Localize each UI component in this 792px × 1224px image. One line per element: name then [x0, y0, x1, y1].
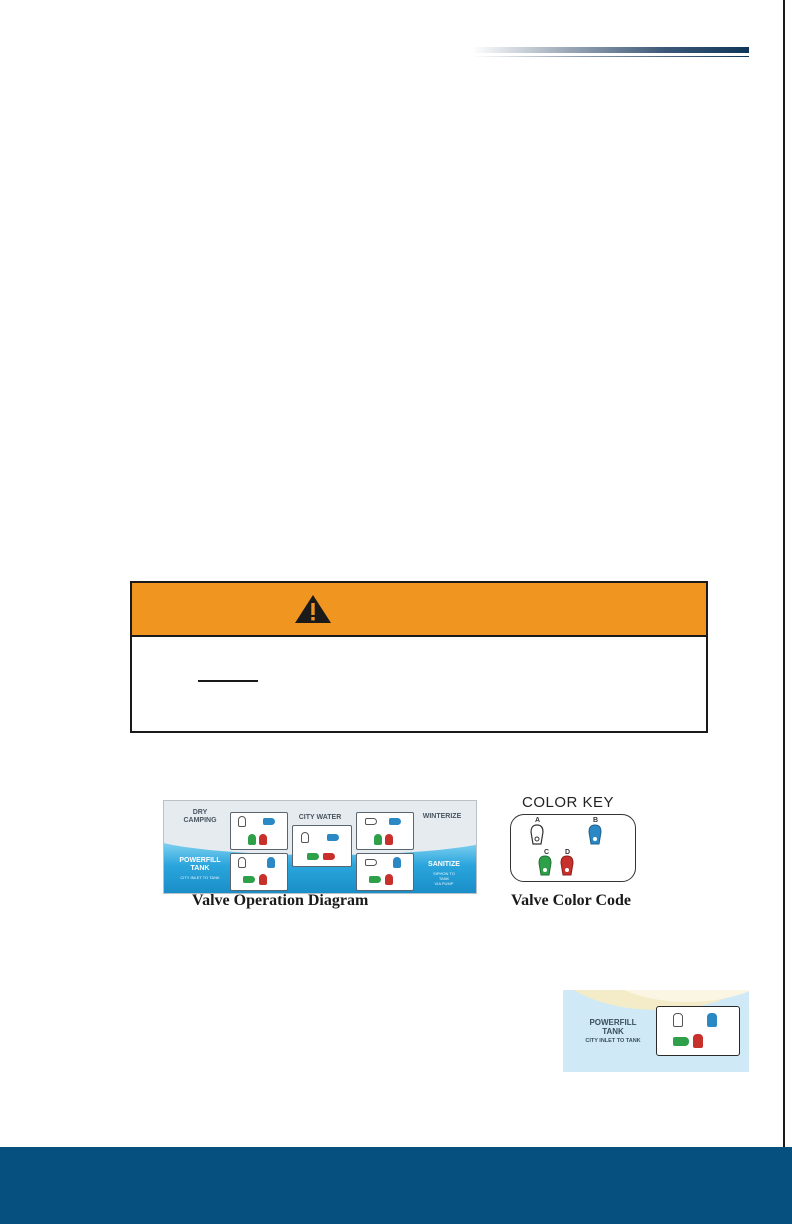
valve-d — [385, 834, 393, 845]
valve-c — [369, 876, 381, 883]
valve-b — [389, 818, 401, 825]
mode-label-powerfill: POWERFILL TANK — [179, 857, 221, 872]
valve-a — [238, 857, 246, 868]
valve-a — [238, 816, 246, 827]
mode-box-winterize — [356, 812, 414, 850]
mode-box-sanitize — [356, 853, 414, 891]
mode-label-dry-camping: DRY CAMPING — [183, 809, 217, 824]
valve-green-icon — [537, 855, 553, 877]
valve-d — [259, 834, 267, 845]
valve-d — [323, 853, 335, 860]
powerfill-sub-label: CITY INLET TO TANK — [585, 1038, 641, 1044]
mode-sub-sanitize: SIPHON TO TANK VIA PUMP — [433, 871, 455, 886]
valve-b — [707, 1013, 717, 1027]
valve-operation-diagram — [163, 800, 477, 894]
mode-label-sanitize: SANITIZE — [428, 861, 460, 868]
valve-a — [365, 818, 377, 825]
powerfill-label: POWERFILL TANK — [589, 1018, 637, 1036]
page-edge-line — [783, 0, 785, 1224]
valve-blue-icon — [587, 824, 603, 846]
valve-c — [248, 834, 256, 845]
valve-d — [693, 1034, 703, 1048]
mode-box-dry-camping — [230, 812, 288, 850]
valve-b — [263, 818, 275, 825]
powerfill-tank-snippet — [563, 990, 749, 1072]
valve-c — [673, 1037, 689, 1046]
valve-operation-caption: Valve Operation Diagram — [192, 892, 369, 909]
valve-a — [365, 859, 377, 866]
footer-bar — [0, 1147, 792, 1224]
valve-b — [393, 857, 401, 868]
warning-underline — [198, 680, 258, 682]
key-letter-c: C — [544, 849, 550, 856]
valve-color-code-caption: Valve Color Code — [511, 892, 631, 909]
valve-a — [673, 1013, 683, 1027]
warning-box — [130, 581, 708, 733]
valve-b — [267, 857, 275, 868]
mode-label-city-water: CITY WATER — [298, 814, 342, 821]
powerfill-valve-box — [656, 1006, 740, 1056]
warning-header — [132, 583, 706, 637]
mode-sub-powerfill: CITY INLET TO TANK — [180, 875, 220, 880]
valve-d — [259, 874, 267, 885]
valve-c — [307, 853, 319, 860]
mode-box-city-water — [292, 825, 352, 867]
valve-c — [374, 834, 382, 845]
valve-red-icon — [559, 855, 575, 877]
key-letter-a: A — [535, 817, 541, 824]
valve-b — [327, 834, 339, 841]
color-key-title: COLOR KEY — [522, 794, 615, 811]
valve-white-icon — [529, 824, 545, 846]
valve-c — [243, 876, 255, 883]
mode-box-powerfill — [230, 853, 288, 891]
key-letter-d: D — [565, 849, 571, 856]
header-rule — [472, 47, 749, 53]
warning-triangle-icon — [293, 593, 333, 625]
valve-d — [385, 874, 393, 885]
key-letter-b: B — [593, 817, 599, 824]
color-key-box — [510, 814, 636, 882]
valve-a — [301, 832, 309, 843]
mode-label-winterize: WINTERIZE — [422, 813, 462, 820]
